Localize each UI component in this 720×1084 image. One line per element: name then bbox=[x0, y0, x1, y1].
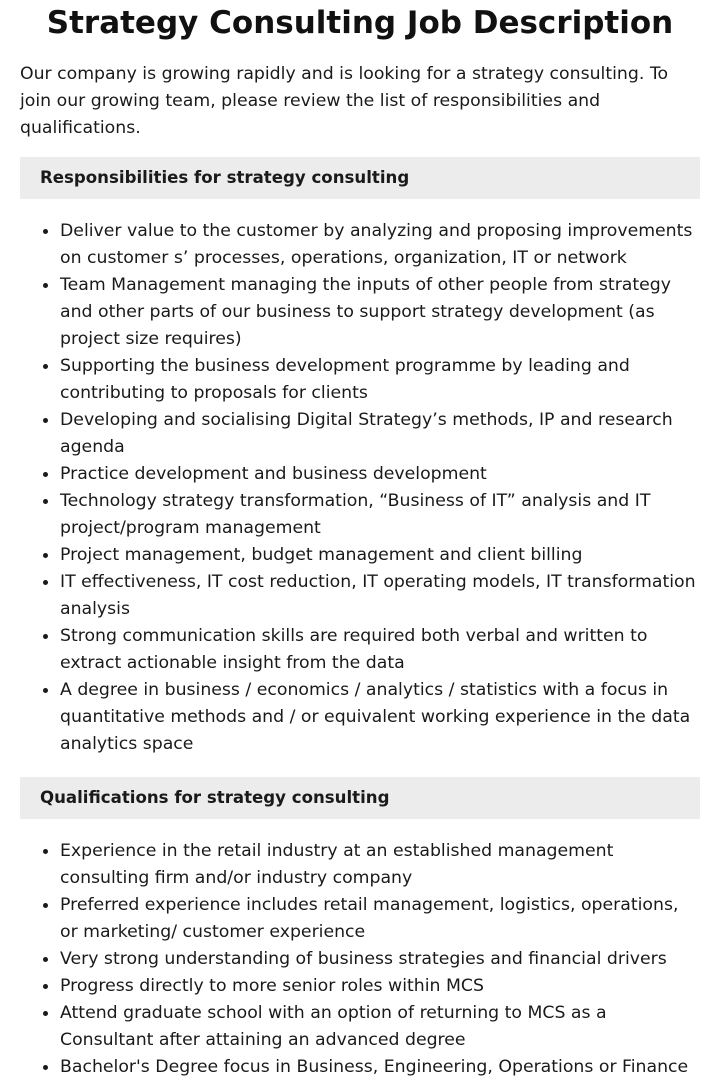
qualifications-list bbox=[20, 838, 700, 1081]
qualifications-heading: Qualifications for strategy consulting bbox=[20, 777, 700, 819]
list-item: Deliver value to the customer by analyzing and proposing improvements on customer s’ processes, operations, organization, IT or network bbox=[60, 218, 700, 272]
responsibilities-list bbox=[20, 218, 700, 758]
intro-paragraph: Our company is growing rapidly and is looking for a strategy consulting. To join our growing team, please review the list of responsibilities and qualifications. bbox=[20, 64, 669, 138]
list-item: Developing and socialising Digital Strategy’s methods, IP and research agenda bbox=[60, 407, 700, 461]
list-item: Bachelor's Degree focus in Business, Engineering, Operations or Finance bbox=[60, 1054, 700, 1081]
list-item: Attend graduate school with an option of returning to MCS as a Consultant after attaining an advanced degree bbox=[60, 1000, 700, 1054]
list-item: Experience in the retail industry at an established management consulting firm and/or industry company bbox=[60, 838, 700, 892]
page-title: Strategy Consulting Job Description bbox=[46, 5, 674, 41]
list-item: A degree in business / economics / analytics / statistics with a focus in quantitative methods and / or equivalent working experience in the data analytics space bbox=[60, 677, 700, 758]
list-item: IT effectiveness, IT cost reduction, IT operating models, IT transformation analysis bbox=[60, 569, 700, 623]
list-item: Supporting the business development programme by leading and contributing to proposals for clients bbox=[60, 353, 700, 407]
list-item: Team Management managing the inputs of other people from strategy and other parts of our business to support strategy development (as project size requires) bbox=[60, 272, 700, 353]
list-item: Technology strategy transformation, “Business of IT” analysis and IT project/program management bbox=[60, 488, 700, 542]
list-item: Progress directly to more senior roles within MCS bbox=[60, 973, 700, 1000]
list-item: Strong communication skills are required both verbal and written to extract actionable insight from the data bbox=[60, 623, 700, 677]
responsibilities-heading: Responsibilities for strategy consulting bbox=[20, 157, 700, 199]
list-item: Preferred experience includes retail management, logistics, operations, or marketing/ customer experience bbox=[60, 892, 700, 946]
list-item: Project management, budget management and client billing bbox=[60, 542, 700, 569]
list-item: Practice development and business development bbox=[60, 461, 700, 488]
list-item: Very strong understanding of business strategies and financial drivers bbox=[60, 946, 700, 973]
